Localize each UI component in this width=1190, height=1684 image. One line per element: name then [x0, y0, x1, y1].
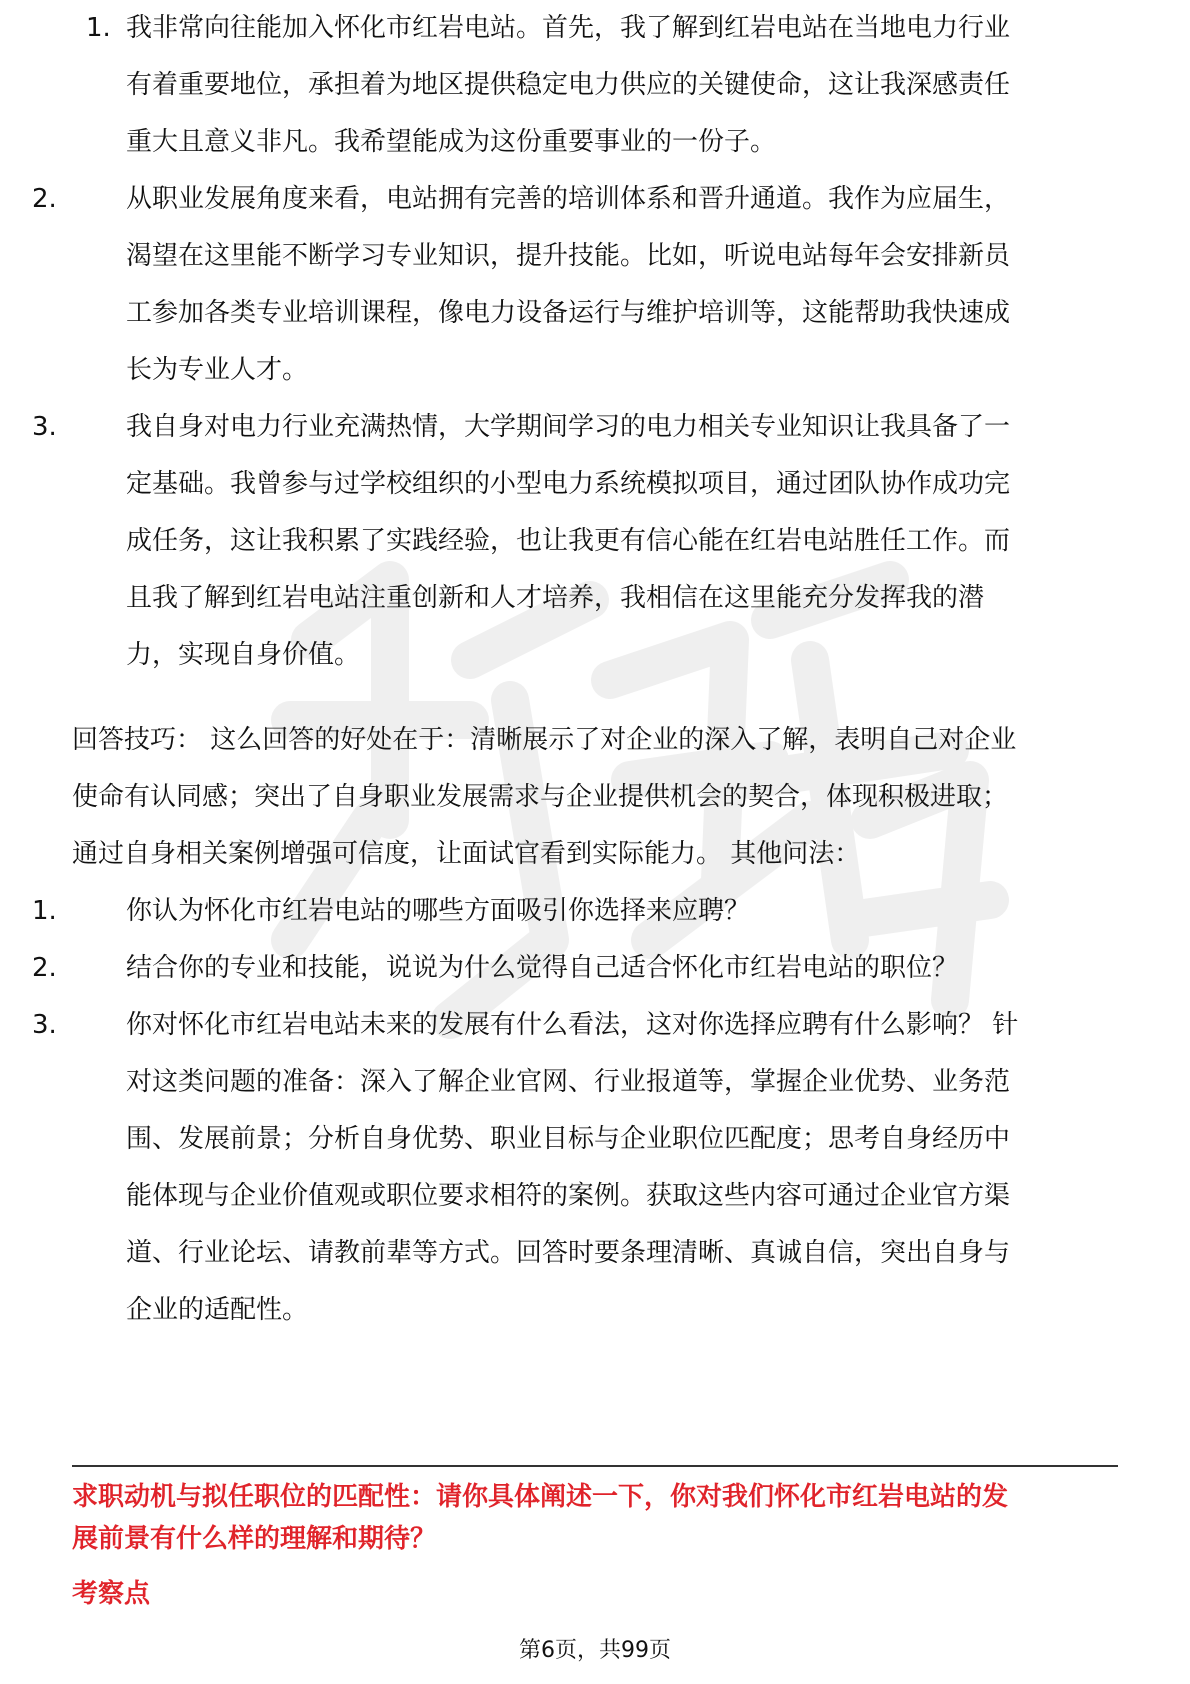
list-line: 对这类问题的准备：深入了解企业官网、行业报道等，掌握企业优势、业务范 [126, 1067, 1011, 1097]
list-line: 围、发展前景；分析自身优势、职业目标与企业职位匹配度；思考自身经历中 [126, 1124, 1011, 1154]
list-line: 定基础。我曾参与过学校组织的小型电力系统模拟项目，通过团队协作成功完 [126, 469, 1011, 499]
list-item [72, 0, 1118, 171]
list-item [32, 171, 1118, 399]
list-line: 重大且意义非凡。我希望能成为这份重要事业的一份子。 [126, 127, 777, 157]
list-line: 成任务，这让我积累了实践经验，也让我更有信心能在红岩电站胜任工作。而 [126, 526, 1011, 556]
next-question-heading [72, 1476, 1118, 1560]
list-item [32, 883, 1118, 940]
main-content [32, 13, 1118, 1339]
list-line: 力，实现自身价值。 [126, 640, 361, 670]
page-footer: 第6页，共99页 [519, 1638, 671, 1663]
list-line: 结合你的专业和技能，说说为什么觉得自己适合怀化市红岩电站的职位？ [126, 953, 959, 983]
assessment-points-label: 考察点 [72, 1579, 151, 1609]
list-line: 你对怀化市红岩电站未来的发展有什么看法，这对你选择应聘有什么影响？ 针 [126, 1010, 1019, 1040]
list-line: 从职业发展角度来看，电站拥有完善的培训体系和晋升通道。我作为应届生， [126, 184, 1011, 214]
list-line: 长为专业人才。 [126, 355, 309, 385]
list-number: 2. [32, 184, 57, 214]
list-line: 道、行业论坛、请教前辈等方式。回答时要条理清晰、真诚自信，突出自身与 [126, 1238, 1011, 1268]
list-line: 能体现与企业价值观或职位要求相符的案例。获取这些内容可通过企业官方渠 [126, 1181, 1011, 1211]
paragraph-line: 通过自身相关案例增强可信度，让面试官看到实际能力。 其他问法： [72, 839, 861, 869]
list-item [32, 399, 1118, 684]
cut-off-line [86, 0, 1118, 57]
list-number: 1. [86, 13, 111, 43]
list-line: 有着重要地位，承担着为地区提供稳定电力供应的关键使命，这让我深感责任 [126, 70, 1011, 100]
heading-line: 展前景有什么样的理解和期待？ [72, 1524, 437, 1554]
paragraph-line: 回答技巧： 这么回答的好处在于：清晰展示了对企业的深入了解，表明自己对企业 [72, 725, 1017, 755]
list-number: 2. [32, 953, 57, 983]
list-line: 工参加各类专业培训课程，像电力设备运行与维护培训等，这能帮助我快速成 [126, 298, 1011, 328]
paragraph-line: 使命有认同感；突出了自身职业发展需求与企业提供机会的契合，体现积极进取； [72, 782, 1009, 812]
list-line: 我自身对电力行业充满热情，大学期间学习的电力相关专业知识让我具备了一 [126, 412, 1011, 442]
section-divider [72, 1465, 1118, 1467]
alternative-questions-list [32, 883, 1118, 1339]
list-number: 3. [32, 1010, 57, 1040]
list-number: 3. [32, 412, 57, 442]
list-number: 1. [32, 896, 57, 926]
list-line: 企业的适配性。 [126, 1295, 309, 1325]
answer-list [32, 0, 1118, 684]
list-line: 你认为怀化市红岩电站的哪些方面吸引你选择来应聘？ [126, 896, 751, 926]
answer-tips-paragraph [72, 712, 1118, 883]
heading-line: 求职动机与拟任职位的匹配性：请你具体阐述一下，你对我们怀化市红岩电站的发 [72, 1482, 1009, 1512]
list-line: 且我了解到红岩电站注重创新和人才培养，我相信在这里能充分发挥我的潜 [126, 583, 985, 613]
list-item [32, 940, 1118, 997]
list-line: 渴望在这里能不断学习专业知识，提升技能。比如，听说电站每年会安排新员 [126, 241, 1011, 271]
list-line: 我非常向往能加入怀化市红岩电站。首先，我了解到红岩电站在当地电力行业 [126, 13, 1011, 43]
list-item [32, 997, 1118, 1339]
